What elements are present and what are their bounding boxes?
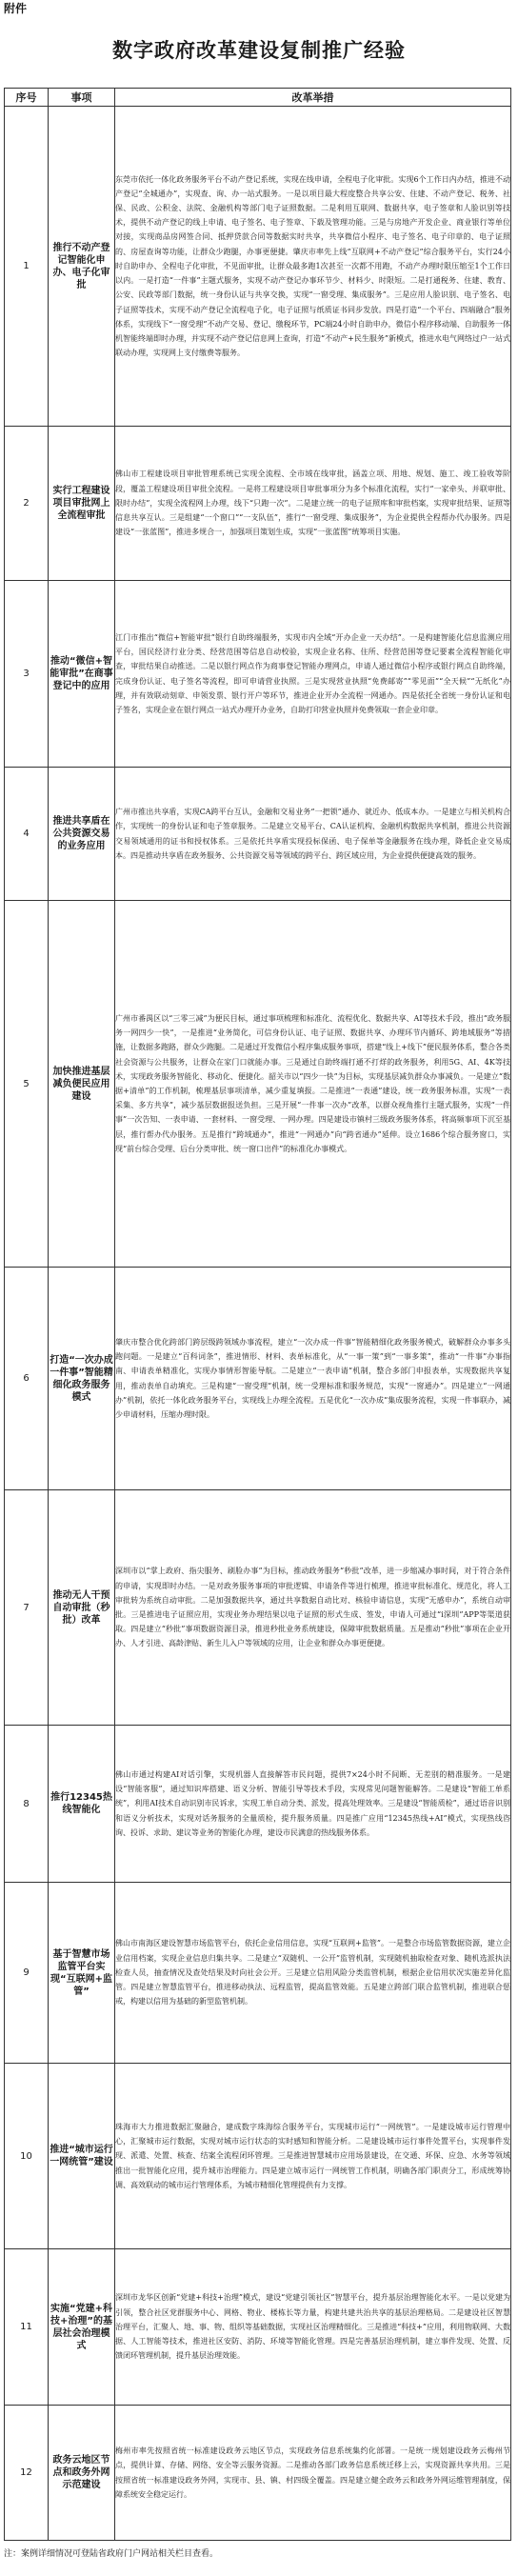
row-measures-text: 江门市推出“微信+智能审批”银行自助终端服务，实现市内全域“开办企业一天办结”。一是构建智能化信息监测应用平台，国民经济行业分类、经营范围等信息自动校验，实现企业名称、住所、经营范围等登记要素全流程智能化审查，审批结果自动推送。二是以银行网点作为商事登记智能办理网点，申请人通过微信小程序或银行网点自助终端，完成身份认证、电子签名等流程，即可申请营业执照。三是实现营业执照“免费邮寄”“零见面”“全天候”“无纸化”办理，并有效联动刻章、申领发票、银行开户等环节，推进企业开办全流程一网通办。四是依托全省统一身份认证和电子签名，实现企业在银行网点一站式办理开办业务，自助打印营业执照并免费领取一套企业印章。	[115, 632, 510, 714]
column-header-item: 事项	[49, 89, 115, 107]
table-header-row	[5, 89, 511, 107]
row-measures-text: 东莞市依托一体化政务服务平台不动产登记系统，实现在线申请，全程电子化审批。实现6个工作日内办结，推进不动产登记“全城通办”，实现查、询、办一站式服务。一是以项目最大程度整合共享公安、住建、不动产登记、税务、社保、民政、公积金、法院、金融机构等部门电子证照数据。二是利用互联网、数据共享，电子签章和人脸识别等技术，提供不动产登记的线上申请、电子签名、电子签章、下载及管理功能。三是与房地产开发企业、商业银行等单位对接，实现商品房网签合同、抵押贷款合同等数据实时共享，共享微信小程序、电子签名、电子印章的、电子证照的、房屋查询等功能，让群众少跑腿，办事更便捷。肇庆市率先上线“互联网+不动产登记”综合服务平台，实行24小时自助申办、全程电子化审批，不见面审批，让群众最多跑1次甚至一次都不用跑，不动产办理时限压缩至1个工作日以内。一是打造“一件事”主题式服务，实现不动产登记办事环节少、材料少、时限短。二是打通税务、住建、教育、公安、民政等部门数据，统一身份认证与共享交换，实现“一窗受理、集成服务”。三是应用人脸识别、电子签名、电子证照等技术，实现不动产登记全流程电子化，电子证照与纸质证书同步发放。四是打造“一个平台、四端融合”服务体系，实现线下“一窗受理”不动产交易、登记、缴税环节，PC端24小时自助申办，微信小程序移动端、自助服务一体机智能终端即时办理，并实现不动产登记信息网上查询，打造“不动产+民生服务”新模式，推进水电气网络过户一站式联动办理，实现网上支付缴费等服务。	[115, 174, 510, 358]
table-row	[5, 2249, 511, 2406]
row-number: 2	[5, 427, 49, 581]
row-measures-text: 佛山市通过构建AI对话引擎，实现机器人直接解答市民问题，提供7×24小时不间断、无差别的精准服务。一是建设“智能客服”，通过知识库搭建、语义分析、智能引导等技术手段，实现常见问题智能解答。二是建设“智能工单系统”，利用AI技术自动识别市民诉求，实现工单自动分类、派发，提高处理效率。三是建设“智能质检”，通过语音识别和语义分析技术，实现对话务服务的全量质检，提升服务质量。四是推广应用“12345热线+AI”模式，实现热线咨询、投诉、求助、建议等业务的智能化办理，建设市民满意的热线服务体系。	[115, 1769, 510, 1837]
row-measures-text: 广州市推出共享盾，实现CA跨平台互认，金融和交易业务“一把锁”通办、就近办、低成本办。一是建立与相关机构合作，实现统一的身份认证和电子签章服务。二是建立交易平台、CA认证机构、金融机构数据共享机制，推进公共资源交易领域通用的证书和授权体系。三是依托共享盾实现投标保函、电子保单等金融服务在线办理，降低企业交易成本。四是推动共享盾在政务服务、公共资源交易等领域的跨平台、跨区域应用，为企业提供便捷高效的服务。	[115, 808, 510, 860]
row-measures-text: 佛山市南海区建设智慧市场监管平台，依托企业信用信息，实现“互联网+监管”。一是整合市场监管数据资源，建立企业信用档案，实现企业信息归集共享。二是建立“双随机、一公开”监管机制，实现随机抽取检查对象、随机选派执法检查人员，抽查情况及查处结果及时向社会公开。三是建立信用风险分类监管机制，根据企业信用状况实施差异化监管。四是建立智慧监管平台，推进移动执法、远程监管，提高监管效能。五是建立跨部门联合监管机制，推进联合惩戒，构建以信用为基础的新型监管机制。	[115, 1939, 510, 2007]
row-item: 推动“微信+智能审批”在商事登记中的应用	[49, 581, 115, 768]
row-measures-text: 深圳市龙华区创新“党建+科技+治理”模式，建设“党建引领社区”智慧平台，提升基层治理智能化水平。一是以党建为引领，整合社区党群服务中心、网格、物业、楼栋长等力量，构建共建共治共享的基层治理格局。二是建设社区智慧治理平台，汇聚人、地、事、物、组织等基础数据，实现社区治理精细化。三是推进“科技+”应用，利用物联网、大数据、人工智能等技术，推进社区安防、消防、环境等智能化管理。四是完善基层治理机制，建立事件发现、处置、反馈闭环管理机制，提升基层治理效能。	[115, 2293, 510, 2361]
table-row	[5, 1726, 511, 1883]
experience-table	[4, 88, 511, 2541]
table-row	[5, 768, 511, 901]
table-row	[5, 427, 511, 581]
row-item: 实施“党建+科技+治理”的基层社会治理模式	[49, 2249, 115, 2406]
row-measures-text: 深圳市以“掌上政府、指尖服务、刷脸办事”为目标，推动政务服务“秒批”改革，进一步缩减办事时间，对于符合条件的申请，实现即时办结。一是对政务服务事项的审批逻辑、申请条件等进行梳理，推进审批标准化、规范化，将人工审批转为系统自动审批。二是加强数据共享，通过共享数据自动比对、核验申请信息，实现“无感申办”，系统自动审批。三是推进电子证照应用，实现业务办理结果以电子证照的形式生成、签发，申请人可通过“i深圳”APP等渠道获取。四是建立“秒批”事项数据资源目录，推进秒批业务系统建设，保障审批数据质量。五是推动“秒批”事项在企业开办、人才引进、高龄津贴、新生儿入户等领域的应用，让企业和群众办事更便捷。	[115, 1567, 510, 1648]
row-measures	[115, 581, 511, 768]
row-measures	[115, 768, 511, 901]
row-number: 8	[5, 1726, 49, 1883]
row-measures	[115, 427, 511, 581]
row-measures	[115, 107, 511, 427]
row-item: 政务云地区节点和政务外网示范建设	[49, 2406, 115, 2541]
row-measures	[115, 2064, 511, 2249]
row-number: 9	[5, 1883, 49, 2064]
row-number: 6	[5, 1268, 49, 1490]
column-header-measures: 改革举措	[115, 89, 511, 107]
table-row	[5, 2064, 511, 2249]
row-measures-text: 肇庆市整合优化跨部门跨层级跨领域办事流程，建立“一次办成一件事”智能精细化政务服务模式，破解群众办事多头跑问题。一是建立“百科词条”，推进情形、材料、表单标准化，从“一事一策”到“一事多策”，推动“一件事”办事指南、申请表单精准化，实现办事情形智能导航。二是建立“一表申请”机制，整合多部门申报表单，实现数据共享复用，推动表单自动填充。三是构建“一窗受理”机制，统一受理标准和服务规范，实现“一窗通办”。四是建立“一网通办”机制，依托一体化政务服务平台，实现线上办理全流程。五是优化“一次办成”集成服务流程，实现一件事联办，减少申请材料，压缩办理时限。	[115, 1337, 510, 1419]
row-item: 推行不动产登记智能化申办、电子化审批	[49, 107, 115, 427]
row-item: 推进共享盾在公共资源交易的业务应用	[49, 768, 115, 901]
row-number: 1	[5, 107, 49, 427]
table-row	[5, 1883, 511, 2064]
row-item: 打造“一次办成一件事”智能精细化政务服务模式	[49, 1268, 115, 1490]
row-measures	[115, 2249, 511, 2406]
row-measures	[115, 1883, 511, 2064]
column-header-number: 序号	[5, 89, 49, 107]
row-number: 11	[5, 2249, 49, 2406]
table-row	[5, 901, 511, 1268]
attachment-label: 附件	[4, 2, 28, 15]
row-number: 4	[5, 768, 49, 901]
table-row	[5, 2406, 511, 2541]
row-number: 12	[5, 2406, 49, 2541]
row-measures	[115, 1726, 511, 1883]
row-item: 推进“城市运行一网统管”建设	[49, 2064, 115, 2249]
row-measures	[115, 1268, 511, 1490]
table-row	[5, 1268, 511, 1490]
row-measures	[115, 1490, 511, 1726]
row-measures	[115, 2406, 511, 2541]
row-measures-text: 广州市番禺区以“三零三减”为便民目标，通过事项梳理和标准化、流程优化、数据共享、AI等技术手段，推出“政务服务一网四少一快”，一是推进“业务简化，可信身份认证、电子证照、数据共享、办理环节内循环、跨地域服务”等措施，让数据多跑路，群众少跑腿。二是通过开发微信小程序集成服务事项，搭建“线上+线下”便民服务体系，整合各类社会资源与公共服务，让群众在家门口就能办事。三是通过自助终端打通不打烊的政务服务，利用5G、AI、4K等技术，实现政务服务智能化、移动化、便捷化。韶关市以“四少一快”为目标，实现基层减负群众办事减负。一是建立“数据+清单”的工作机制，梳理基层事项清单，减少重复填报。二是推进“一表通”建设，统一政务服务标准，实现“一表采集、多方共享”，减少基层数据报送负担。三是开展“一件事一次办”改革，以群众视角推行主题式服务，实现“一件事”一次告知、一表申请、一套材料、一窗受理、一网办理。四是建设市镇村三级政务服务体系，将高频事项下沉至基层，推行帮办代办服务。五是推行“跨域通办”，推进“一网通办”向“跨省通办”延伸。设立1686个综合服务窗口，实现“前台综合受理、后台分类审批、统一窗口出件”的标准化办事模式。	[115, 1013, 510, 1153]
table-row	[5, 581, 511, 768]
row-item: 实行工程建设项目审批网上全流程审批	[49, 427, 115, 581]
row-number: 3	[5, 581, 49, 768]
row-measures-text: 佛山市工程建设项目审批管理系统已实现全流程、全市域在线审批，涵盖立项、用地、规划、施工、竣工验收等阶段，覆盖工程建设项目审批全流程。一是将工程建设项目审批事项分为多个标准化流程，实行“一家牵头、并联审批、限时办结”，实现全流程网上办理，线下“只跑一次”。二是建立统一的电子证照库和审批档案，实现审批结果、证照等信息共享互认。三是组建“一个窗口”“一支队伍”，推行“一窗受理、集成服务”，为企业提供全程帮办代办服务。四是建设“一张蓝图”，推进多规合一，加强项目策划生成，实现“一张蓝图”统筹项目实施。	[115, 469, 510, 537]
row-item: 加快推进基层减负便民应用建设	[49, 901, 115, 1268]
table-row	[5, 107, 511, 427]
row-number: 7	[5, 1490, 49, 1726]
row-number: 10	[5, 2064, 49, 2249]
table-row	[5, 1490, 511, 1726]
row-measures-text: 梅州市率先按照省统一标准建设政务云地区节点，实现政务信息系统集约化部署。一是统一规划建设政务云梅州节点，提供计算、存储、网络、安全等云服务资源。二是推动各部门政务信息系统迁移上云，实现资源共享共用。三是按照省统一标准建设政务外网，实现市、县、镇、村四级全覆盖。四是建立健全政务云和政务外网运维管理制度，保障系统安全稳定运行。	[115, 2446, 510, 2499]
row-measures	[115, 901, 511, 1268]
row-item: 基于智慧市场监管平台实现“互联网+监管”	[49, 1883, 115, 2064]
row-item: 推动无人干预自动审批（秒批）改革	[49, 1490, 115, 1726]
page-title: 数字政府改革建设复制推广经验	[112, 38, 406, 62]
footnote: 注：案例详细情况可登陆省政府门户网站相关栏目查看。	[4, 2549, 219, 2559]
row-measures-text: 珠海市大力推进数据汇聚融合，建成数字珠海综合服务平台，实现城市运行“一网统管”。一是建设城市运行管理中心，汇聚城市运行数据，实现对城市运行状态的实时感知和智能分析。二是建设城市运行事件处置平台，实现事件发现、派遣、处置、核查、结案全流程闭环管理。三是推进智慧城市应用场景建设，在交通、环保、应急、水务等领域推出一批智能化应用，提升城市治理能力。四是建立城市运行一网统管工作机制，明确各部门职责分工，形成统筹协调、高效联动的城市运行管理体系，为城市精细化管理提供有力支撑。	[115, 2122, 510, 2189]
row-item: 推行12345热线智能化	[49, 1726, 115, 1883]
row-number: 5	[5, 901, 49, 1268]
